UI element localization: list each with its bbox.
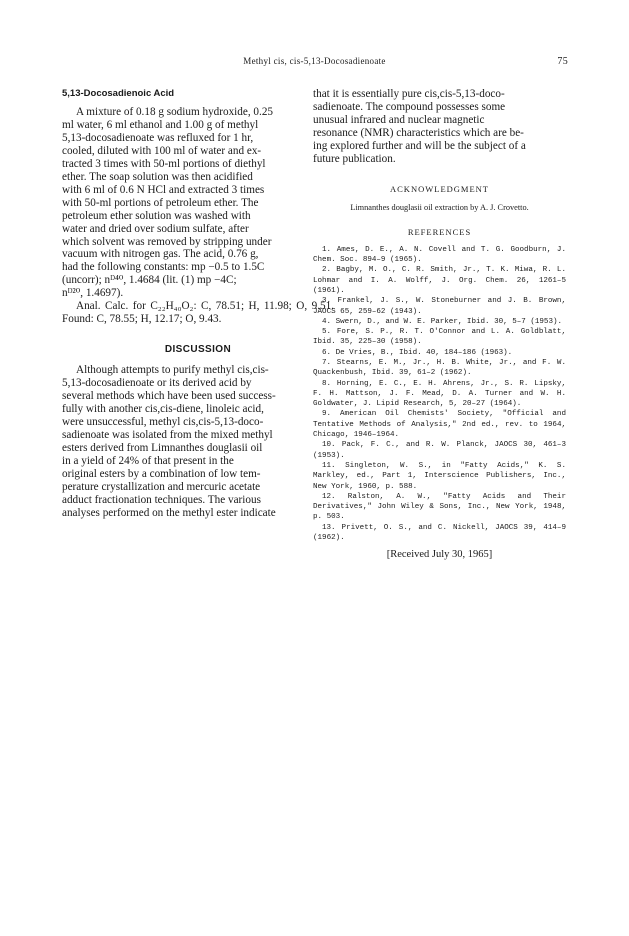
reference-item: 7. Stearns, E. M., Jr., H. B. White, Jr., and F. W. Quackenbush, Ibid. 39, 61–2 (1962). (313, 358, 566, 378)
para-line: sadienoate was isolated from the mixed methyl (62, 428, 273, 441)
references-list (313, 245, 566, 544)
section-heading: 5,13-Docosadienoic Acid (62, 88, 175, 99)
para-line: cooled, diluted with 100 ml of water and ex- (62, 144, 262, 157)
para-line: ml water, 6 ml ethanol and 1.00 g of methyl (62, 118, 259, 131)
acknowledgment-heading: ACKNOWLEDGMENT (390, 183, 489, 194)
para-line: esters derived from Limnanthes douglasii oil (62, 441, 263, 454)
para-line: tracted 3 times with 50-ml portions of diethyl (62, 157, 266, 170)
para-line: ether. The soap solution was then acidified (62, 170, 253, 183)
para-line: adduct fractionation techniques. The various (62, 493, 261, 506)
reference-item: 11. Singleton, W. S., in "Fatty Acids," K. S. Markley, ed., Part 1, Interscience Publishers, Inc., New York, 1960, p. 588. (313, 461, 566, 491)
elemental-analysis: Anal. Calc. for C₂₂H₄₀O₂: C, 78.51; H, 11.98; O, 9.51. Found: C, 78.55; H, 12.17; O, 9.43. (62, 300, 334, 326)
para-line: A mixture of 0.18 g sodium hydroxide, 0.25 (76, 106, 274, 118)
reference-item: 13. Privett, O. S., and C. Nickell, JAOCS 39, 414–9 (1962). (313, 523, 566, 543)
para-line: sadienoate. The compound possesses some (313, 100, 506, 113)
reference-item: 8. Horning, E. C., E. H. Ahrens, Jr., S. R. Lipsky, F. H. Mattson, J. F. Mead, D. A. Turner and W. H. Goldwater, J. Lipid Research, 5, 20–27 (1964). (313, 379, 566, 409)
para-line: resonance (NMR) characteristics which are be- (313, 126, 524, 139)
para-line: fully with another cis,cis-diene, linoleic acid, (62, 403, 264, 416)
para-line: Although attempts to purify methyl cis,cis- (76, 364, 269, 377)
para-line: ing explored further and will be the subject of a (313, 139, 526, 152)
para-line: several methods which have been used success- (62, 390, 276, 403)
para-line: nᴰ²⁰, 1.4697). (62, 287, 124, 300)
reference-item: 5. Fore, S. P., R. T. O'Connor and L. A. Goldblatt, Ibid. 35, 225–30 (1958). (313, 328, 566, 347)
para-line: were unsuccessful, methyl cis,cis-5,13-doco- (62, 416, 264, 429)
right-column (313, 88, 566, 560)
para-line: original esters by a combination of low tem- (62, 467, 261, 480)
left-column (62, 88, 334, 520)
discussion-paragraph (62, 364, 334, 519)
discussion-heading: DISCUSSION (164, 344, 232, 356)
received-date: [Received July 30, 1965] (386, 549, 493, 561)
reference-item: 6. De Vries, B., Ibid. 40, 184–186 (1963). (322, 348, 513, 357)
para-line: with 50-ml portions of petroleum ether. The (62, 196, 259, 209)
para-line: with 6 ml of 0.6 N HCl and extracted 3 times (62, 183, 265, 196)
reference-item: 3. Frankel, J. S., W. Stoneburner and J. B. Brown, JAOCS 65, 259–62 (1943). (313, 297, 566, 316)
page-number: 75 (557, 56, 568, 67)
para-line: perature crystallization and mercuric acetate (62, 480, 261, 493)
para-line: in a yield of 24% of that present in the (62, 454, 234, 467)
para-line: future publication. (313, 152, 396, 165)
para-line: that it is essentially pure cis,cis-5,13-doco- (313, 88, 505, 100)
reference-item: 4. Swern, D., and W. E. Parker, Ibid. 30, 5–7 (1953). (322, 317, 563, 326)
para-line: water and dried over sodium sulfate, after (62, 222, 249, 235)
acknowledgment-text: Limnanthes douglasii oil extraction by A. J. Crovetto. (350, 202, 529, 212)
reference-item: 9. American Oil Chemists' Society, "Official and Tentative Methods of Analysis," 2nd ed., rev. to 1964, Chicago, 1946–1964. (313, 410, 566, 440)
para-line: petroleum ether solution was washed with (62, 209, 251, 222)
running-title: Methyl cis, cis-5,13-Docosadienoate (243, 56, 386, 66)
continuation-paragraph (313, 88, 566, 166)
reference-item: 10. Pack, F. C., and R. W. Planck, JAOCS 30, 461–3 (1953). (313, 441, 566, 460)
references-heading: REFERENCES (407, 226, 472, 237)
para-line: 5,13-docosadienoate was refluxed for 1 hr, (62, 131, 254, 144)
running-head (0, 56, 629, 70)
reference-item: 12. Ralston, A. W., "Fatty Acids and Their Derivatives," John Wiley & Sons, Inc., New York, 1948, p. 503. (313, 492, 566, 522)
reference-item: 2. Bagby, M. O., C. R. Smith, Jr., T. K. Miwa, R. L. Lohmar and I. A. Wolff, J. Org. Chem. 26, 1261–5 (1961). (313, 266, 566, 295)
para-line: which solvent was removed by stripping under (62, 235, 272, 248)
para-line: vacuum with nitrogen gas. The acid, 0.76 g, (62, 248, 259, 261)
reference-item: 1. Ames, D. E., A. N. Covell and T. G. Goodburn, J. Chem. Soc. 894–9 (1965). (313, 245, 566, 265)
para-line: 5,13-docosadienoate or its derived acid by (62, 377, 252, 390)
para-line: had the following constants: mp −0.5 to 1.5C (62, 261, 265, 274)
para-line: (uncorr); nᴰ⁴⁰, 1.4684 (lit. (1) mp −4C; (62, 274, 237, 287)
para-line: unusual infrared and nuclear magnetic (313, 113, 485, 126)
para-line: analyses performed on the methyl ester indicate (62, 506, 276, 519)
preparation-paragraph (62, 106, 334, 300)
